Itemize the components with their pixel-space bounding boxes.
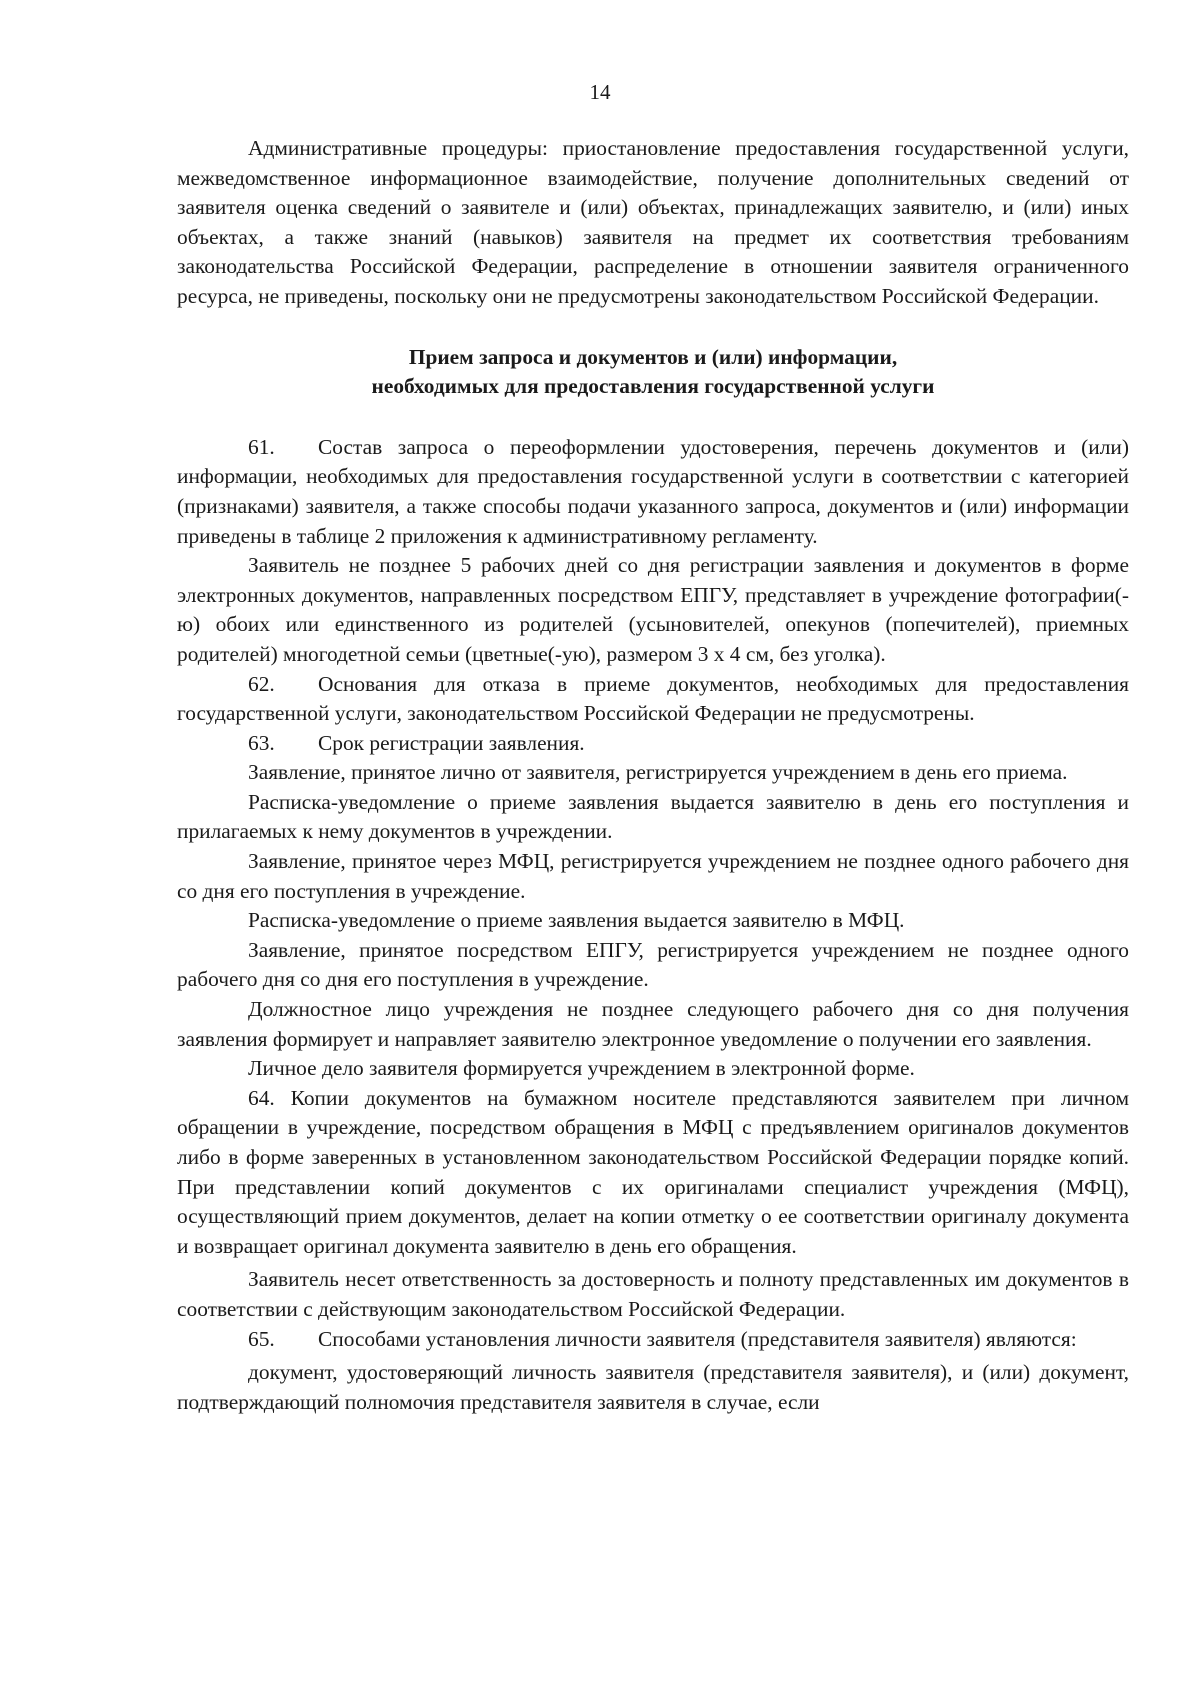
- section-title-line-2: необходимых для предоставления государственной услуги: [371, 374, 935, 399]
- paragraph-63-personal-file: Личное дело заявителя формируется учреждением в электронной форме.: [248, 1056, 915, 1081]
- paragraph-65-text: Способами установления личности заявителя (представителя заявителя) являются:: [318, 1326, 1077, 1351]
- paragraph-63-text: Срок регистрации заявления.: [318, 730, 585, 755]
- paragraph-64-responsibility: Заявитель несет ответственность за достоверность и полноту представленных им документов в соответствии с действующим законодательством Российской Федерации.: [177, 1267, 1129, 1321]
- paragraph-61-photos: Заявитель не позднее 5 рабочих дней со дня регистрации заявления и документов в форме электронных документов, направленных посредством ЕПГУ, представляет в учреждение фотографии(-ю) обоих или единственного из родителей (усыновителей, опекунов (попечителей), приемных родителей) многодетной семьи (цветные(-ую), размером 3 х 4 см, без уголка).: [177, 553, 1129, 666]
- paragraph-62-number: 62.: [248, 671, 275, 696]
- paragraph-62: [177, 670, 1129, 729]
- paragraph-63-mfc-receipt: Расписка-уведомление о приеме заявления выдается заявителю в МФЦ.: [248, 908, 905, 933]
- paragraph-61-number: 61.: [248, 434, 275, 459]
- page-number: 14: [589, 80, 611, 104]
- paragraph-63-mfc: Заявление, принятое через МФЦ, регистрируется учреждением не позднее одного рабочего дня со дня его поступления в учреждение.: [177, 849, 1129, 903]
- paragraph-61-text: Состав запроса о переоформлении удостоверения, перечень документов и (или) информации, необходимых для предоставления государственной услуги в соответствии с категорией (признаками) заявителя, а также способы подачи указанного запроса, документов и (или) информации приведены в таблице 2 приложения к административному регламенту.: [177, 434, 1129, 548]
- intro-paragraph: Административные процедуры: приостановление предоставления государственной услуги, межведомственное информационное взаимодействие, получение дополнительных сведений от заявителя оценка сведений о заявителе и (или) объектах, принадлежащих заявителю, и (или) иных объектах, а также знаний (навыков) заявителя на предмет их соответствия требованиям законодательства Российской Федерации, распределение в отношении заявителя ограниченного ресурса, не приведены, поскольку они не предусмотрены законодательством Российской Федерации.: [177, 136, 1129, 308]
- paragraph-63-receipt: Расписка-уведомление о приеме заявления выдается заявителю в день его поступления и прилагаемых к нему документов в учреждении.: [177, 789, 1129, 844]
- paragraph-65-document: документ, удостоверяющий личность заявителя (представителя заявителя), и (или) документ, подтверждающий полномочия представителя заявителя в случае, если: [177, 1360, 1129, 1414]
- paragraph-63: [177, 729, 1129, 759]
- paragraph-63-personal: Заявление, принятое лично от заявителя, регистрируется учреждением в день его приема.: [248, 760, 1068, 785]
- paragraph-64: 64. Копии документов на бумажном носителе представляются заявителем при личном обращении в учреждение, посредством обращения в МФЦ с предъявлением оригиналов документов либо в форме заверенных в установленном законодательством Российской Федерации порядке копий. При представлении копий документов с их оригиналами специалист учреждения (МФЦ), осуществляющий прием документов, делает на копии отметку о ее соответствии оригиналу документа и возвращает оригинал документа заявителю в день его обращения.: [177, 1085, 1129, 1258]
- document-body: [177, 134, 1129, 1417]
- paragraph-63-number: 63.: [248, 730, 275, 755]
- paragraph-65-number: 65.: [248, 1326, 275, 1351]
- paragraph-63-notification: Должностное лицо учреждения не позднее следующего рабочего дня со дня получения заявления формирует и направляет заявителю электронное уведомление о получении его заявления.: [177, 997, 1129, 1051]
- section-title: [177, 343, 1129, 402]
- paragraph-62-text: Основания для отказа в приеме документов, необходимых для предоставления государственной услуги, законодательством Российской Федерации не предусмотрены.: [177, 671, 1129, 726]
- paragraph-65: [177, 1325, 1129, 1355]
- paragraph-61: [177, 433, 1129, 551]
- section-title-line-1: Прием запроса и документов и (или) информации,: [408, 344, 898, 369]
- paragraph-63-epgu: Заявление, принятое посредством ЕПГУ, регистрируется учреждением не позднее одного рабочего дня со дня его поступления в учреждение.: [177, 937, 1129, 992]
